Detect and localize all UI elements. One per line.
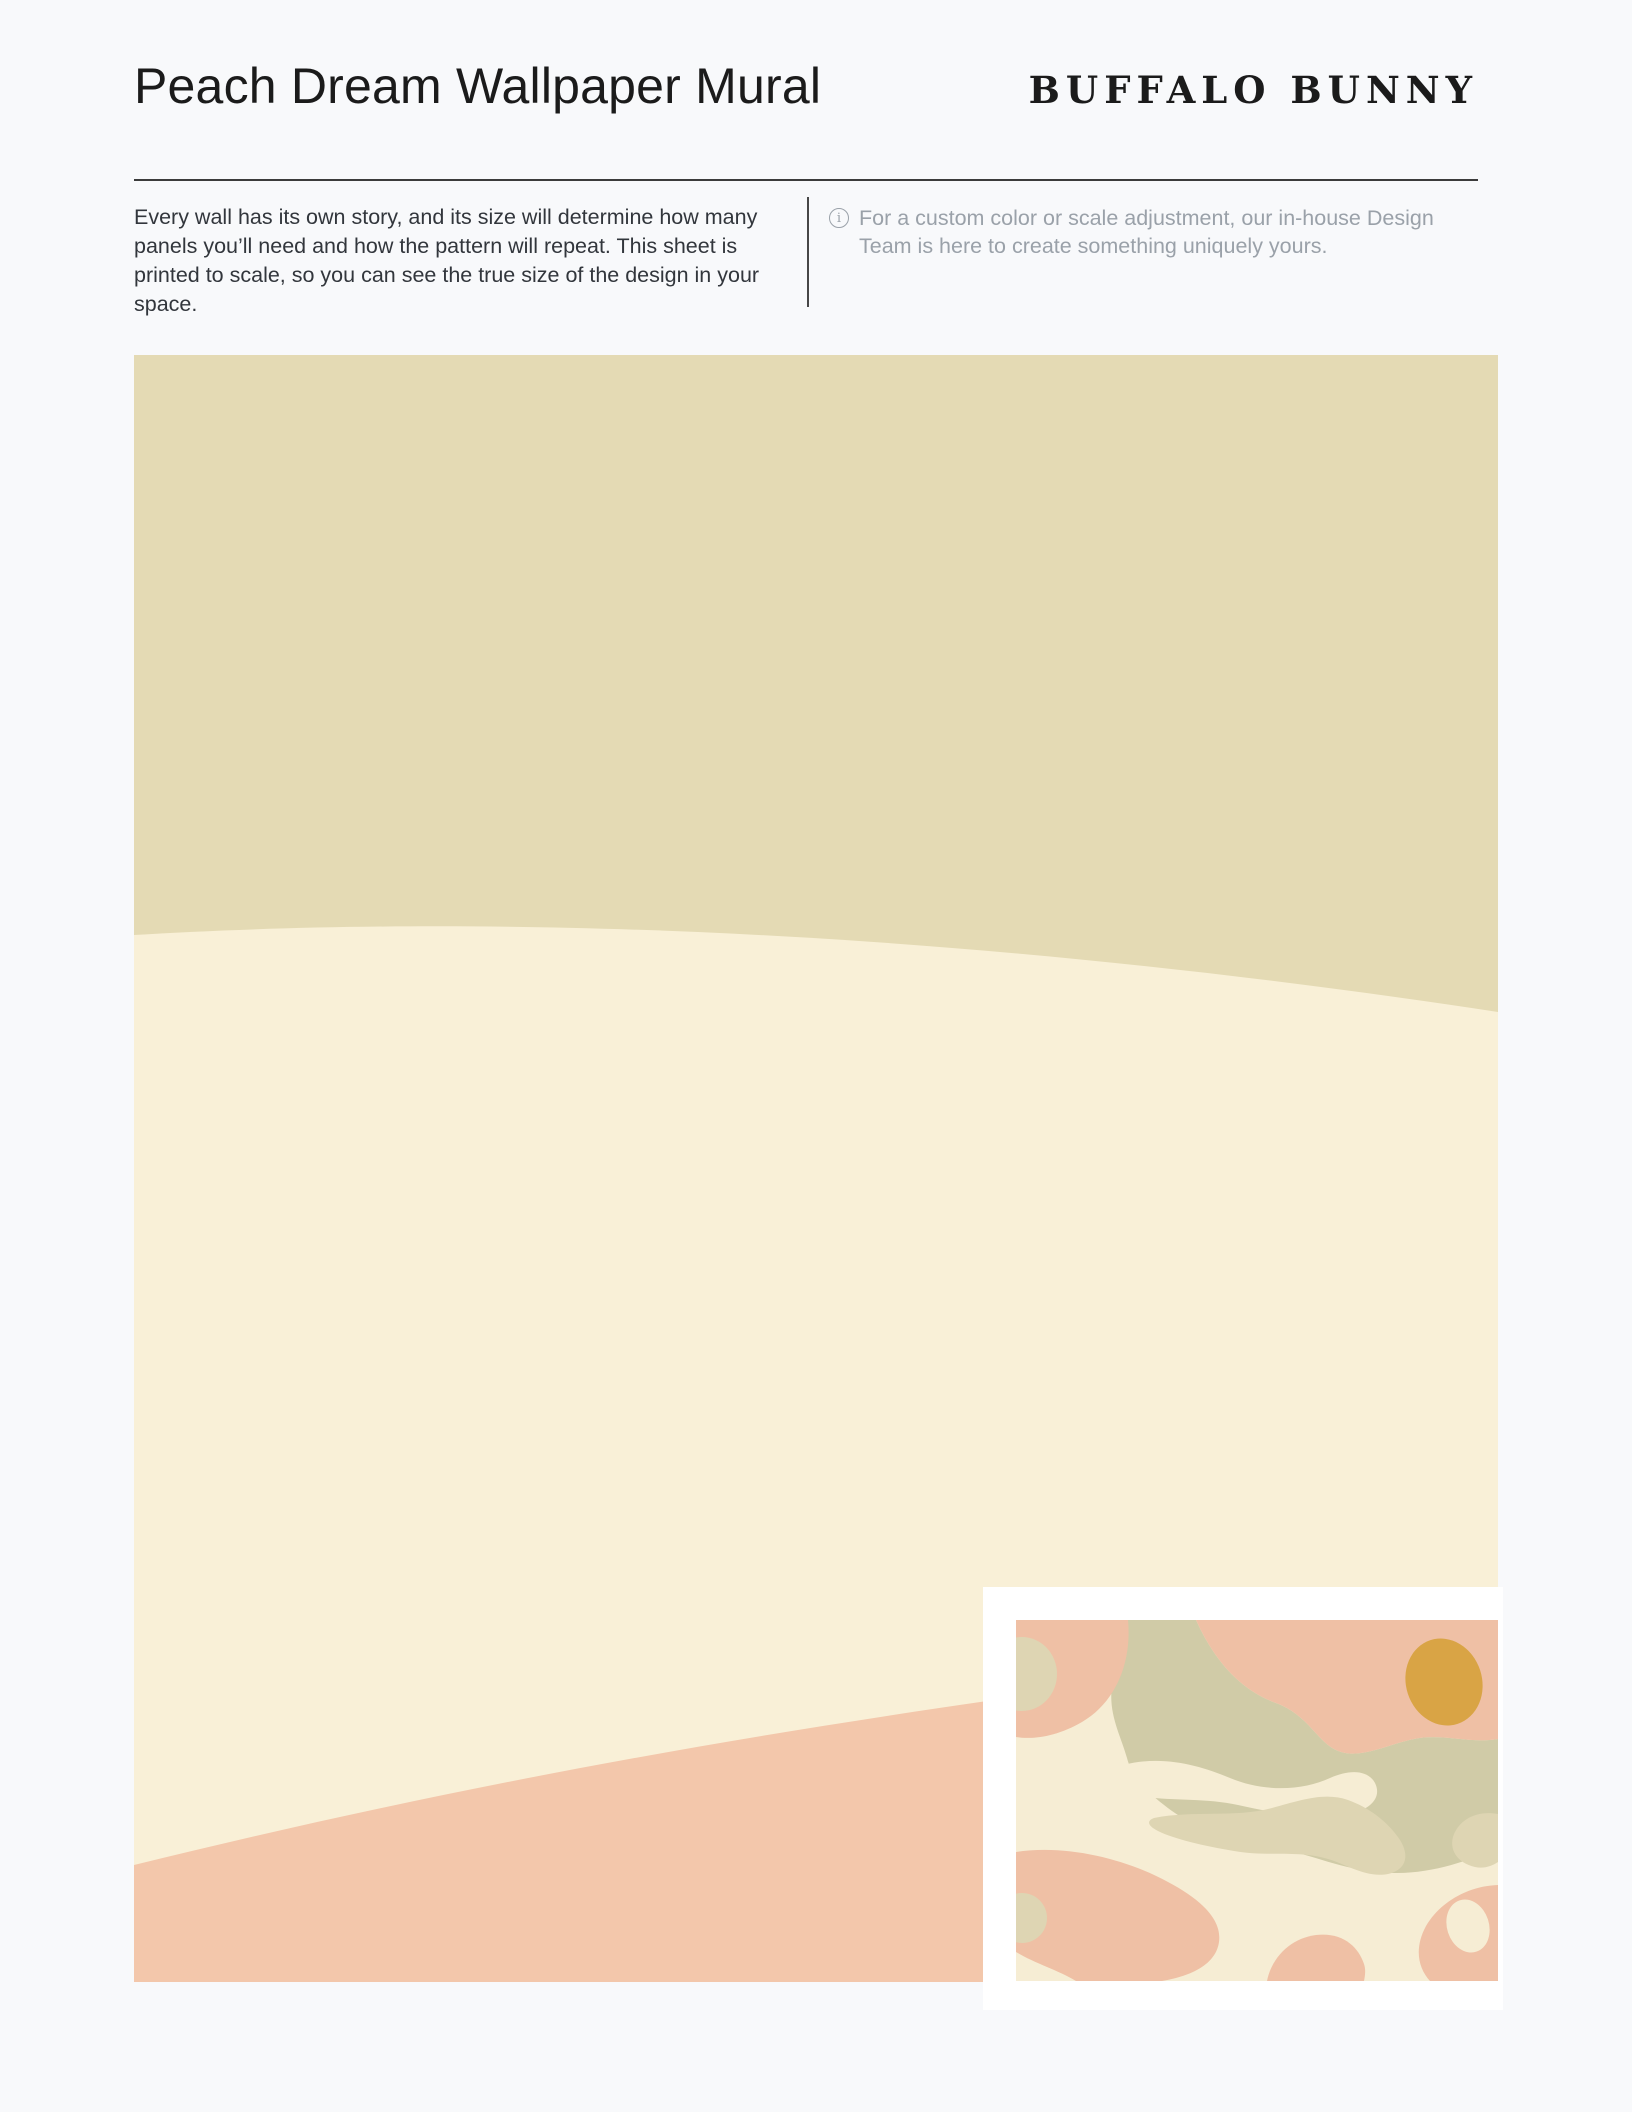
brand-logo: BUFFALO BUNNY xyxy=(1028,68,1478,112)
custom-design-note xyxy=(829,204,1469,260)
page-title: Peach Dream Wallpaper Mural xyxy=(134,58,822,114)
header-rule xyxy=(134,179,1478,181)
note-text: For a custom color or scale adjustment, our in-house Design Team is here to create something uniquely yours. xyxy=(859,206,1434,258)
sheet-header xyxy=(134,58,1478,116)
info-icon: i xyxy=(829,208,849,228)
pattern-preview xyxy=(1016,1620,1498,1981)
pattern-preview-card xyxy=(983,1587,1503,2010)
pattern-graphic xyxy=(1016,1620,1498,1981)
intro-description: Every wall has its own story, and its size will determine how many panels you’ll need and how the pattern will repeat. This sheet is printed to scale, so you can see the true size of the design in your space. xyxy=(134,205,760,316)
column-divider xyxy=(807,197,809,307)
